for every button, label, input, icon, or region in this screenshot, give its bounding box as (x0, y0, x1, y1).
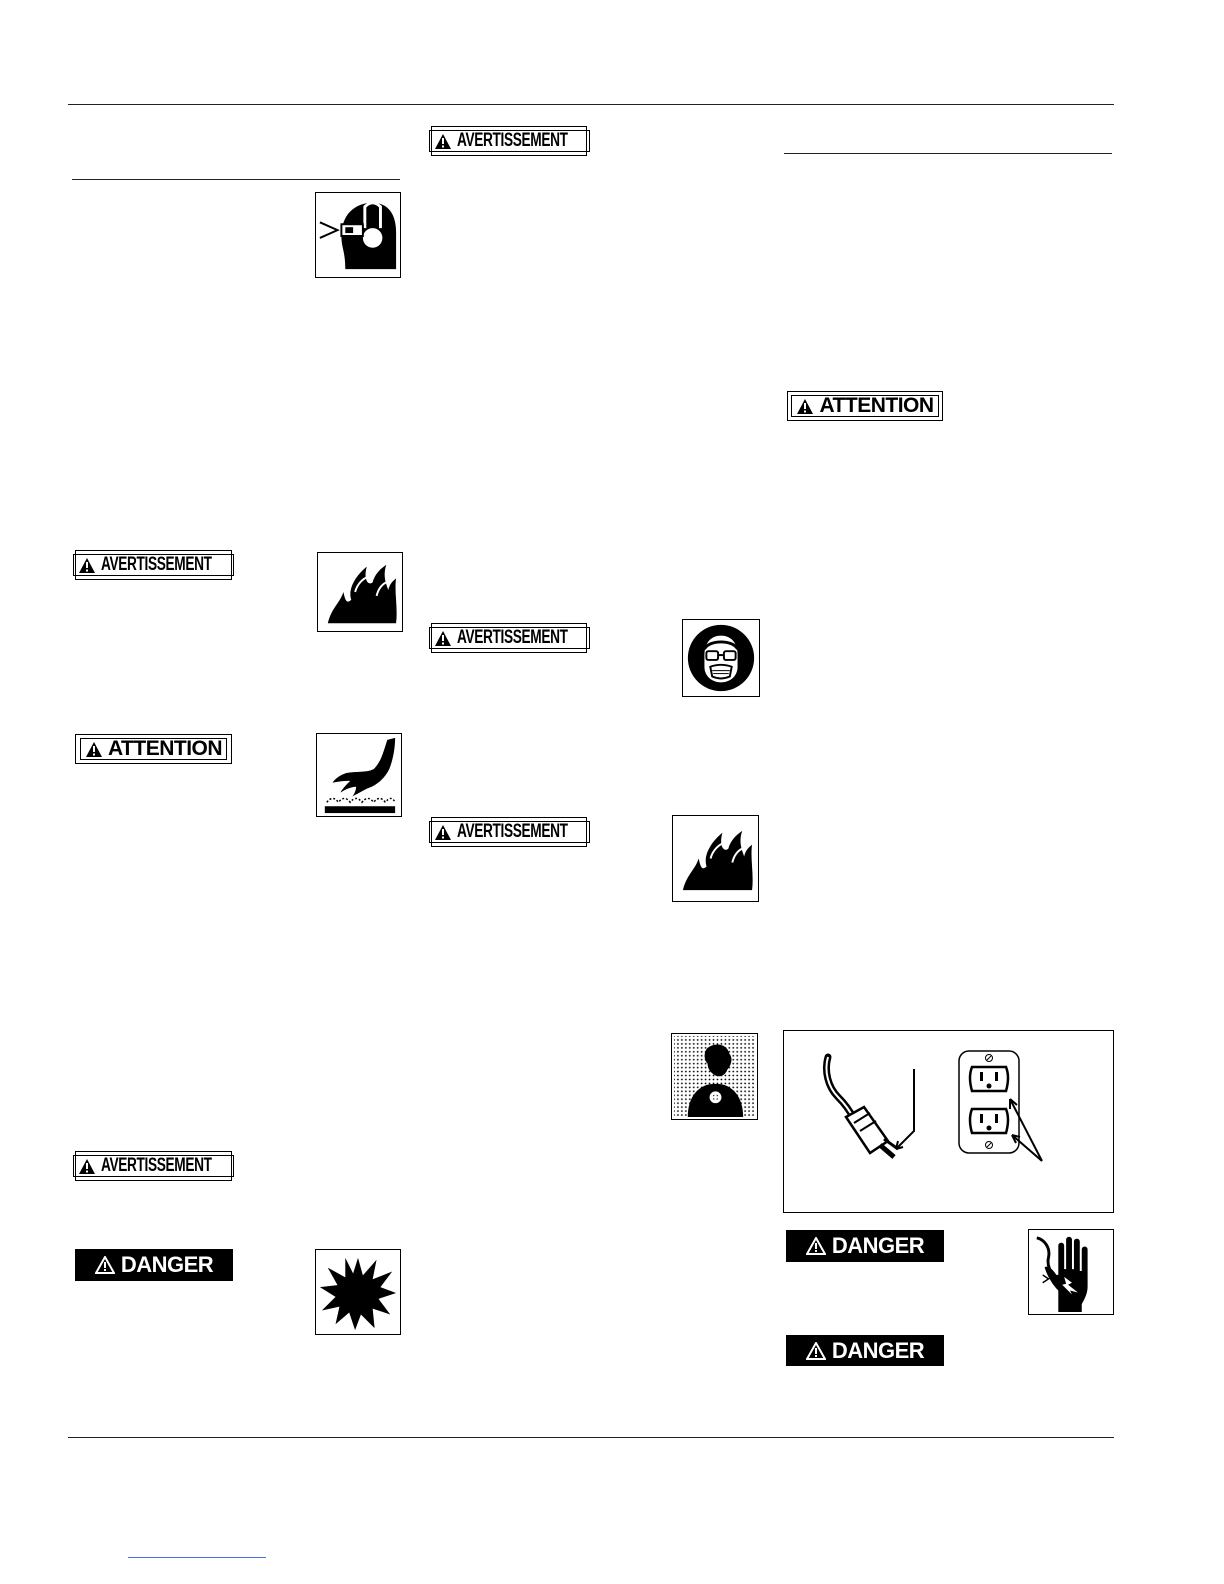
grounded-plug-outlet-figure (783, 1030, 1114, 1213)
danger-signal-label (786, 1230, 944, 1262)
fire-icon (317, 552, 403, 632)
footer-link-underline (128, 1557, 266, 1558)
toxic-fumes-icon (671, 1033, 758, 1120)
warning-signal-label (431, 817, 587, 847)
warning-signal-text: AVERTISSEMENT (456, 627, 568, 648)
warning-signal-label (75, 1151, 232, 1181)
alert-triangle-icon (434, 630, 452, 647)
alert-triangle-icon (78, 557, 96, 574)
caution-signal-label (787, 391, 943, 421)
warning-signal-label (431, 126, 587, 156)
alert-triangle-icon (806, 1342, 826, 1360)
warning-signal-label (75, 550, 232, 580)
warning-signal-label (431, 623, 587, 653)
alert-triangle-icon (434, 824, 452, 841)
warning-signal-text: AVERTISSEMENT (456, 130, 568, 151)
alert-triangle-icon (95, 1256, 115, 1274)
right-column-section-rule (784, 153, 1112, 154)
grounded-plug-outlet-icon (784, 1031, 1115, 1214)
caution-signal-text: ATTENTION (107, 737, 223, 760)
danger-signal-text: DANGER (120, 1252, 214, 1277)
alert-triangle-icon (806, 1237, 826, 1255)
footer-rule (68, 1437, 1114, 1438)
hot-surface-icon (316, 733, 402, 817)
eye-ear-protection-icon (315, 192, 401, 278)
alert-triangle-icon (796, 398, 814, 415)
explosion-icon (315, 1249, 401, 1335)
left-column-section-rule (72, 179, 400, 180)
warning-signal-text: AVERTISSEMENT (101, 554, 212, 575)
warning-signal-text: AVERTISSEMENT (101, 1155, 212, 1176)
caution-signal-label (75, 734, 232, 764)
fire-icon (672, 815, 759, 902)
danger-signal-label (786, 1335, 944, 1366)
danger-signal-text: DANGER (831, 1337, 925, 1363)
warning-signal-text: AVERTISSEMENT (456, 821, 568, 842)
danger-signal-label (75, 1249, 233, 1281)
header-rule (68, 104, 1114, 105)
respirator-icon (682, 619, 760, 697)
alert-triangle-icon (78, 1158, 96, 1175)
danger-signal-text: DANGER (831, 1233, 925, 1258)
electric-shock-icon (1028, 1229, 1114, 1315)
alert-triangle-icon (85, 741, 103, 758)
alert-triangle-icon (434, 133, 452, 150)
caution-signal-text: ATTENTION (819, 394, 934, 417)
